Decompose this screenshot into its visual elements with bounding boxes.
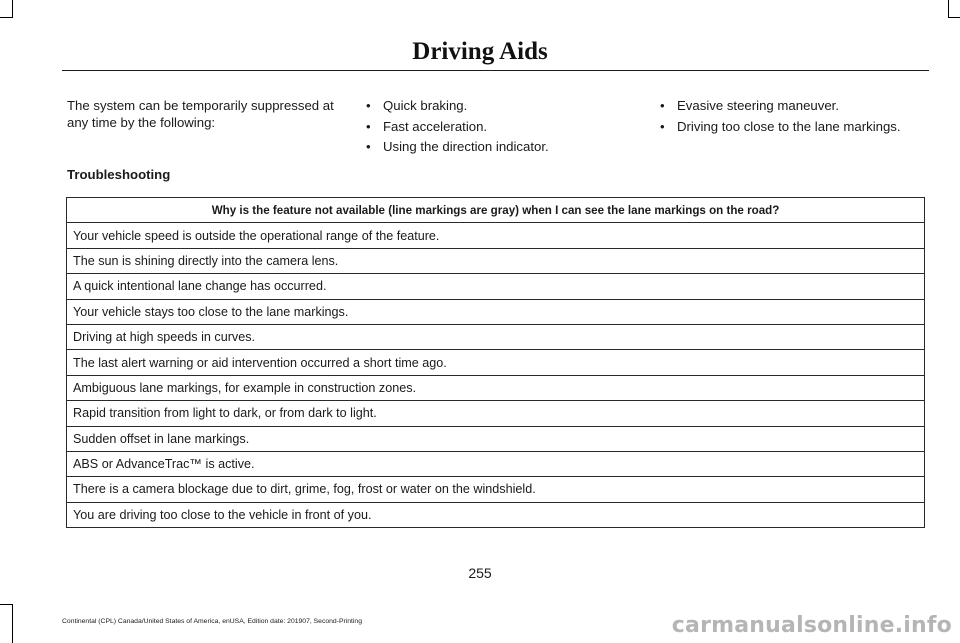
crop-mark-top-left-vertical [12,0,13,18]
table-cell: Sudden offset in lane markings. [67,426,925,451]
crop-mark-top-right-vertical [948,0,949,18]
page-title: Driving Aids [412,38,548,65]
table-cell: The last alert warning or aid intervention occurred a short time ago. [67,350,925,375]
table-cell: A quick intentional lane change has occurred. [67,274,925,299]
table-cell: The sun is shining directly into the camera lens. [67,248,925,273]
list-item: • Quick braking. [366,98,626,115]
table-cell: There is a camera blockage due to dirt, grime, fog, frost or water on the windshield. [67,477,925,502]
bullet-list-suppression-1 [366,98,626,160]
table-cell: Rapid transition from light to dark, or from dark to light. [67,401,925,426]
table-header-cell: Why is the feature not available (line markings are gray) when I can see the lane markings on the road? [67,198,925,223]
table-cell: Your vehicle speed is outside the operational range of the feature. [67,223,925,248]
header-divider [62,70,929,71]
footer-edition-text: Continental (CPL) Canada/United States of America, enUSA, Edition date: 201907, Second-Printing [62,618,362,625]
table-cell: You are driving too close to the vehicle in front of you. [67,502,925,527]
crop-mark-bottom-left-horizontal [0,604,13,605]
table-cell: Your vehicle stays too close to the lane markings. [67,299,925,324]
list-item: • Fast acceleration. [366,119,626,136]
table-cell: Driving at high speeds in curves. [67,324,925,349]
table-row [67,248,925,273]
table-row [67,502,925,527]
list-item: • Evasive steering maneuver. [660,98,940,115]
table-row [67,451,925,476]
troubleshooting-table [66,197,925,528]
table-header-row [67,198,925,223]
crop-mark-top-left-horizontal [0,17,13,18]
crop-mark-bottom-left-vertical [12,604,13,643]
table-row [67,426,925,451]
table-cell: ABS or AdvanceTrac™ is active. [67,451,925,476]
table-row [67,375,925,400]
page-number: 255 [468,565,492,581]
table-row [67,324,925,349]
section-heading-troubleshooting: Troubleshooting [67,167,171,182]
table-row [67,401,925,426]
list-item: • Driving too close to the lane markings. [660,119,940,136]
table-row [67,299,925,324]
list-item: • Using the direction indicator. [366,139,626,156]
watermark: carmanualsonline.info [671,613,952,638]
table-row [67,350,925,375]
table-row [67,477,925,502]
table-row [67,223,925,248]
crop-mark-top-right-horizontal [948,17,960,18]
bullet-list-suppression-2 [660,98,940,139]
intro-paragraph: The system can be temporarily suppressed at any time by the following: [67,98,334,130]
table-cell: Ambiguous lane markings, for example in construction zones. [67,375,925,400]
table-row [67,274,925,299]
